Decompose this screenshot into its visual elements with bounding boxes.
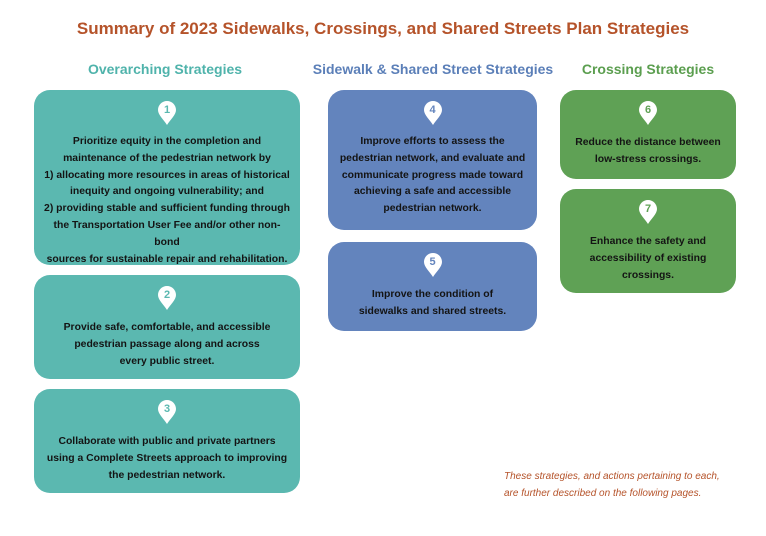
- strategy-text: Provide safe, comfortable, and accessible pedestrian passage along and across every public street.: [63, 322, 271, 367]
- map-pin-icon: [639, 101, 657, 123]
- strategy-card-4: [328, 90, 537, 230]
- strategy-card-6: [560, 90, 736, 179]
- map-pin-icon: [158, 286, 176, 308]
- strategy-card-2: [34, 275, 300, 379]
- page-title: Summary of 2023 Sidewalks, Crossings, and Shared Streets Plan Strategies: [76, 19, 690, 38]
- strategy-text: Reduce the distance between low-stress crossings.: [575, 137, 721, 165]
- column-heading-overarching: Overarching Strategies: [87, 61, 243, 77]
- strategy-number: 7: [644, 203, 652, 215]
- column-heading-sidewalk: Sidewalk & Shared Street Strategies: [312, 61, 554, 77]
- strategy-card-1: [34, 90, 300, 265]
- footnote: These strategies, and actions pertaining to each, are further described on the following pages.: [504, 471, 720, 499]
- map-pin-icon: [424, 101, 442, 123]
- strategy-number: 3: [163, 403, 171, 415]
- map-pin-icon: [158, 400, 176, 422]
- strategy-number: 1: [163, 104, 171, 116]
- strategy-number: 6: [644, 104, 652, 116]
- strategy-text: Collaborate with public and private partners using a Complete Streets approach to improving the pedestrian network.: [46, 436, 288, 481]
- map-pin-icon: [424, 253, 442, 275]
- column-heading-crossing: Crossing Strategies: [581, 61, 715, 77]
- strategy-card-7: [560, 189, 736, 293]
- strategy-text: Prioritize equity in the completion and maintenance of the pedestrian network by 1) allocating more resources in areas of historical inequity and ongoing vulnerability; and 2) providing stable and sufficient funding through the Transportation User Fee and/or other non-bond sources for sustainable repair and rehabilitation.: [44, 136, 290, 265]
- strategy-number: 2: [163, 289, 171, 301]
- map-pin-icon: [639, 200, 657, 222]
- strategy-text: Improve efforts to assess the pedestrian network, and evaluate and communicate progress made toward achieving a safe and accessible pedestrian network.: [339, 136, 526, 215]
- strategy-number: 5: [429, 256, 436, 268]
- strategy-card-5: [328, 242, 537, 331]
- strategy-text: Improve the condition of sidewalks and shared streets.: [358, 289, 507, 317]
- strategy-card-3: [34, 389, 300, 493]
- strategy-number: 4: [429, 104, 436, 116]
- strategy-text: Enhance the safety and accessibility of existing crossings.: [589, 236, 707, 281]
- map-pin-icon: [158, 101, 176, 123]
